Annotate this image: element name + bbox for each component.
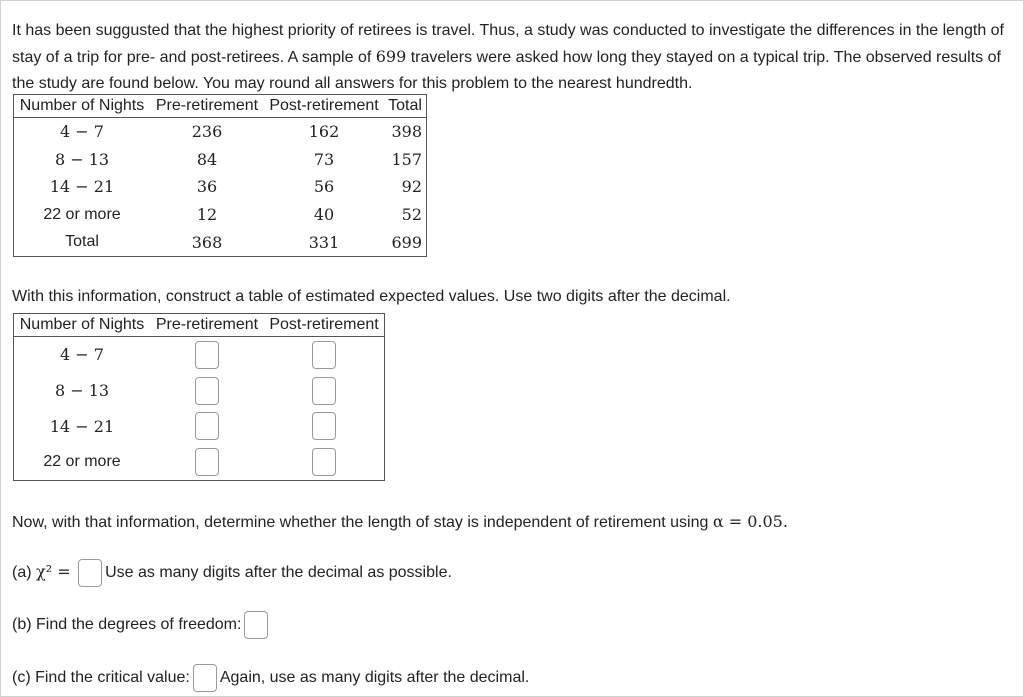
cell-post: 56 [313, 177, 335, 197]
cell-pre: 36 [196, 177, 218, 197]
critical-value-input[interactable] [193, 664, 217, 692]
cell-pre [150, 444, 264, 480]
cell-total: 699 [391, 232, 422, 252]
expected-post-input[interactable] [312, 412, 336, 440]
cell-post: 162 [308, 122, 340, 142]
degrees-of-freedom-input[interactable] [244, 611, 268, 639]
row-label: 4 − 7 [60, 122, 104, 142]
col-header-pre: Pre-retirement [150, 95, 264, 118]
cell-post: 40 [313, 205, 335, 225]
col-header-pre: Pre-retirement [150, 314, 264, 337]
cell-total: 92 [401, 177, 422, 197]
expected-pre-input[interactable] [195, 377, 219, 405]
table-row [14, 444, 385, 480]
col-header-post: Post-retirement [264, 314, 385, 337]
row-label: 22 or more [43, 453, 121, 471]
row-label: 8 − 13 [54, 381, 110, 401]
cell-pre [150, 337, 264, 373]
problem-text-part2: travelers were asked how long they stayed on a typical trip. The observed results of the study are found below. You may round all answers for this problem to the nearest hundredth. [12, 49, 1001, 92]
cell-pre [150, 409, 264, 445]
expected-instructions: With this information, construct a table of estimated expected values. Use two digits after the decimal. [12, 288, 731, 305]
part-a-label: (a) [12, 564, 32, 582]
row-label: 14 − 21 [49, 416, 115, 436]
cell-pre [150, 373, 264, 409]
table-row [14, 337, 385, 373]
cell-post [264, 444, 385, 480]
row-label: Total [65, 233, 99, 251]
part-a [12, 559, 452, 587]
part-c-hint: Again, use as many digits after the decimal. [219, 669, 530, 687]
cell-post [264, 373, 385, 409]
row-label: 14 − 21 [49, 177, 115, 197]
table-row [14, 373, 385, 409]
cell-pre: 368 [191, 232, 223, 252]
cell-pre: 236 [191, 122, 223, 142]
observed-table [13, 94, 427, 257]
expected-table [13, 313, 385, 481]
col-header-nights: Number of Nights [14, 314, 151, 337]
expected-pre-input[interactable] [195, 448, 219, 476]
col-header-post: Post-retirement [264, 95, 384, 118]
table-row-total [14, 228, 427, 256]
cell-total: 52 [401, 205, 422, 225]
row-label: 22 or more [43, 205, 121, 223]
table-row [14, 201, 427, 229]
col-header-total: Total [384, 95, 427, 118]
cell-pre: 84 [196, 149, 218, 169]
col-header-nights: Number of Nights [14, 95, 151, 118]
table-row [14, 173, 427, 201]
part-b [12, 611, 271, 639]
problem-statement [12, 18, 1014, 97]
expected-pre-input[interactable] [195, 412, 219, 440]
part-c-label: (c) Find the critical value: [12, 669, 190, 687]
cell-post [264, 337, 385, 373]
expected-pre-input[interactable] [195, 341, 219, 369]
part-c [12, 664, 529, 692]
cell-pre: 12 [196, 205, 218, 225]
part-b-label: (b) Find the degrees of freedom: [12, 616, 242, 634]
expected-post-input[interactable] [312, 377, 336, 405]
row-label: 8 − 13 [54, 149, 110, 169]
problem-text-part1: It has been suggusted that the highest priority of retirees is travel. Thus, a study was conducted to investigate the differences in the length of stay of a trip for pre- and post-retirees. A sample of [12, 22, 1004, 66]
table-row [14, 118, 427, 146]
cell-post [264, 409, 385, 445]
cell-post: 331 [308, 232, 340, 252]
expected-post-input[interactable] [312, 341, 336, 369]
chi-square-symbol: χ² = [36, 562, 71, 582]
cell-post: 73 [313, 149, 335, 169]
table-row [14, 146, 427, 174]
alpha-value: α = 0.05. [712, 512, 788, 531]
independence-prompt: Now, with that information, determine whether the length of stay is independent of retirement using α = 0.05. [12, 512, 788, 531]
table-row [14, 409, 385, 445]
sample-size: 699 [375, 47, 407, 66]
cell-total: 157 [391, 149, 422, 169]
chi-square-input[interactable] [78, 559, 102, 587]
expected-post-input[interactable] [312, 448, 336, 476]
part-a-hint: Use as many digits after the decimal as possible. [105, 564, 452, 582]
row-label: 4 − 7 [60, 345, 104, 365]
cell-total: 398 [391, 122, 422, 142]
